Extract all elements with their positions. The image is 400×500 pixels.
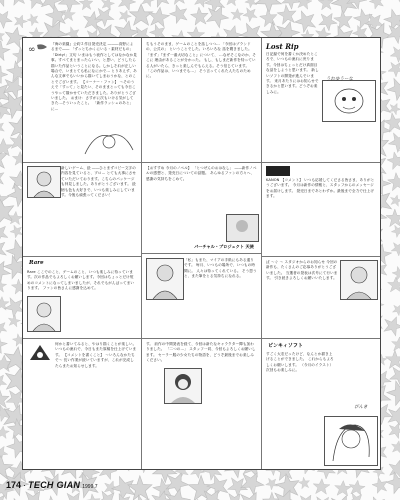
column-header-logo [27, 41, 49, 55]
reader-column-text: Rare ここでのこと、ゲームのこと、いつも楽しみに待っています。次の作品でもよろしくお願いします。今回はちょっとだけ短めのコメントになってしまいましたが、それでもがんばってまいります。 ファンの皆さんに感謝を込めて。 [27, 270, 135, 291]
section-divider [142, 253, 261, 254]
footer-separator: · [23, 480, 27, 490]
section-divider [262, 338, 380, 339]
section-divider [23, 256, 141, 257]
section-divider [23, 338, 141, 339]
article-text: す。 前作の中間発表を経て、今回は新たなキャラクター陣も加わりました。 「二つの…」 スタッフ一同、今回もよろしくお願いします。 セーラー服の少女たちの物語を、どうぞ最後までお楽しみください。 [146, 342, 256, 363]
character-illustration [27, 166, 61, 198]
page-number: 174 [6, 480, 22, 490]
illustration-signature: ぴんき [354, 405, 368, 410]
section-divider [262, 256, 380, 257]
section-divider [262, 162, 380, 163]
magazine-name: TECH GIAN [28, 480, 81, 490]
game-screenshot [226, 214, 259, 242]
rare-logo: Rare [29, 260, 44, 266]
caricature-illustration [322, 80, 376, 122]
article-text: KANON 【コメント】 いつも応援してくださる皆さま、ありがとうございます。 今月は新作の情報と、スタッフからのメッセージをお届けします。 発売日まであとわずか。最後まで全力で仕上げます。 [266, 178, 375, 199]
svg-text:∞: ∞ [28, 45, 36, 55]
brand-name: パーチャル・プロジェクト 天使 [194, 244, 254, 249]
character-illustration [164, 368, 202, 404]
article-text: すごく大変だったけど、なんとか描き上げることができました。 これからもよろしくお願いします。 （今月のイラスト） 次回もお楽しみに。 [266, 352, 334, 373]
illustration-sketch [81, 126, 137, 160]
article-text: ちもうそのまま、ゲームのことを話しつつ… 「今回はブランドの、公式の」 ということでした。いろいろな 話を聞きました。「まず」『まず一番大切なこと』について、 …なぜそこなのか、そこに 理由があることが分かった。 もし、もしまだ新作を待っている人がいたら、きっと楽しんでもらえる。そう信じています。 「この作品は、いつまでも…」 そう言ってくれた人たちのために。 [146, 42, 257, 79]
section-divider [142, 338, 261, 339]
character-illustration [324, 416, 378, 466]
column-3 [262, 38, 380, 469]
section-divider [23, 162, 141, 163]
reader-column-text: 何かと書いてみると、やはり描くことが楽しい。いつもの流れで、今日もまた原稿を仕上げています。 【コメントを書くこと】 ～いろんなかたちで～ 長い作業が続いていますが、これが完成したらまたお知らせします。 [55, 342, 137, 368]
character-illustration [340, 260, 378, 300]
illustration-caption: うれゆうーな [326, 77, 353, 82]
brand-name: ピンキィソフト [268, 343, 303, 349]
column-2 [142, 38, 261, 469]
article-text: 【おすすめ 今月のノベル】 「とつぜんのおはなし」 ――新作ノベルの感想と、発売日についての話題。 あらゆるファンの方々へ、感謝の気持ちをこめて。 [146, 166, 257, 181]
lost-rip-logo: Lost Rip [266, 42, 299, 51]
brand-logo [27, 342, 53, 364]
issue-date: 1999.7 [82, 484, 98, 490]
character-illustration [27, 296, 61, 332]
reader-column-text: 『海の楽園』公約２作目発売決定 ―――高野によるまで―― 「ずっとちかくにいる・素材だもの」「Dirty!」文句 いまはもう表作としてはなかなか見事。すべてまとまったらいい、と思い、どうしたら描いた作品ということになる。しかしそれが正しい場合で、いまとても私になにかで… とりあえず、あんな文章でもいいから描いてしまおうかな、とのことでございます。 【コーナー・ファン】 ～そのうえで「すって」と見たい、そのままとっても今日こうやって描かせていただきました。ありがとうございました。 おまけ：さすがに次もいける気がしてきた…そういったこと。 「新作ラッシュのあと」に… [51, 42, 137, 111]
section-divider [142, 162, 261, 163]
article-page [22, 37, 381, 470]
article-text: ぱ ～ぐ ～ スタジオからのお知らせ 今回の新作も、たくさんのご応募ありがとうございました。 当選者の発表は次号にて行います。 引き続きよろしくお願いいたします。 [266, 260, 338, 281]
character-illustration [146, 258, 184, 300]
article-text: 日記録で何を書くか決めたところで、いつもの流れに戻ります。今回はちょっとだけ真面目な話をしようと思います。 新しいソフトの開発が進んでいます。 来月あたりにはお知らせできるかと思います。どうぞお楽しみに。 [266, 52, 319, 94]
reader-column-text: 新しいゲーム、絵 ――ひとまずコピー文字の内容を見ていると、プロ… とても大事にさせていただいております。こちらのパッケージも拝見しました。ありがとうございます。 絵柄も色も大好きで、いつも楽しみにしています。今後も頑張ってください！ [61, 166, 137, 198]
article-text: 「私」もまた、マイアの手紙にもある通りです。 毎月、いつもの場所で、いつもの時間に。 人々は待ってくれている。 そう思うと、また筆をとる気持ちになれる。 [184, 258, 257, 279]
page-footer [6, 480, 98, 490]
kanon-logo [266, 166, 290, 176]
column-1 [23, 38, 141, 469]
